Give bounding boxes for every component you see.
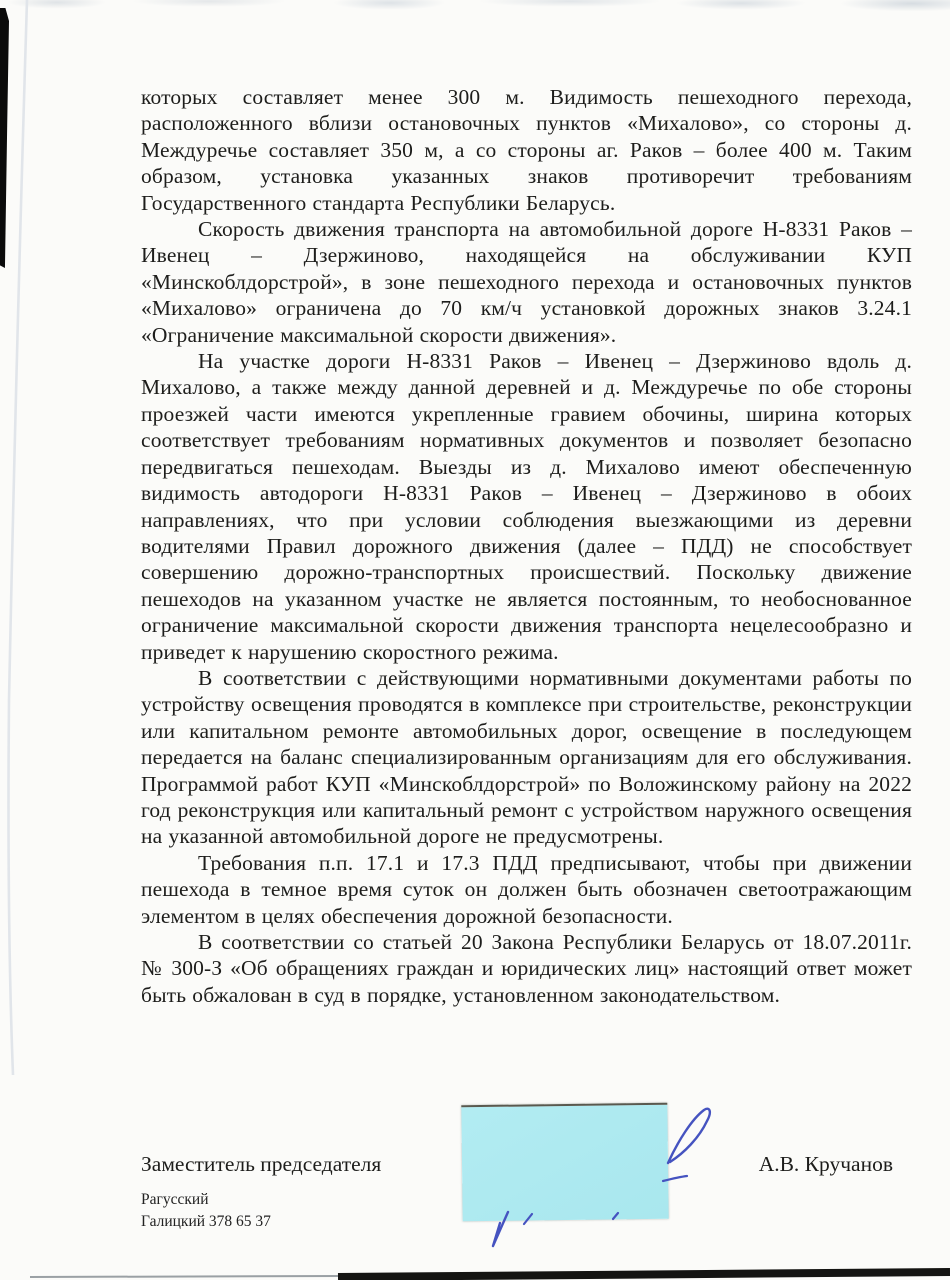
paragraph: Требования п.п. 17.1 и 17.3 ПДД предписывают, чтобы при движении пешехода в темное время суток он должен быть обозначен светоотражающим элементом в целях обеспечения дорожной безопасности. xyxy=(141,850,912,928)
paper-crease xyxy=(9,0,28,1075)
paragraph: Скорость движения транспорта на автомобильной дороге Н-8331 Раков – Ивенец – Дзержиново, находящейся на обслуживании КУП «Минскоблдорстрой», в зоне пешеходного перехода и остановочных пунктов «Михалово» ограничена до 70 км/ч установкой дорожных знаков 3.24.1 «Ограничение максимальной скорости движения». xyxy=(141,217,912,347)
signer-title: Заместитель председателя xyxy=(141,1152,382,1176)
document-body xyxy=(141,84,912,1008)
executor-line-1: Рагусский xyxy=(141,1191,209,1208)
paragraph: которых составляет менее 300 м. Видимость пешеходного перехода, расположенного вблизи остановочных пунктов «Михалово», со стороны д. Междуречье составляет 350 м, а со стороны аг. Раков – более 400 м. Таким образом, установка указанных знаков противоречит требованиям Государственного стандарта Республики Беларусь. xyxy=(141,85,912,215)
scan-left-edge-artifact xyxy=(0,8,9,268)
paragraphs-container xyxy=(141,84,912,1008)
scan-bottom-line-thick xyxy=(338,1272,950,1277)
paragraph: В соответствии с действующими нормативными документами работы по устройству освещения проводятся в комплексе при строительстве, реконструкции или капитальном ремонте автомобильных дорог, освещение в последующем передается на баланс специализированным организациям для его обслуживания. Программой работ КУП «Минскоблдорстрой» по Воложинскому району на 2022 год реконструкция или капитальный ремонт с устройством наружного освещения на указанной автомобильной дороге не предусмотрены. xyxy=(141,665,912,849)
executor-line-2: Галицкий 378 65 37 xyxy=(141,1213,271,1230)
sticky-note xyxy=(461,1103,668,1222)
executor-block xyxy=(141,1189,271,1233)
scan-bottom-line-thin xyxy=(30,1276,342,1277)
paragraph: На участке дороги Н-8331 Раков – Ивенец – Дзержиново вдоль д. Михалово, а также между данной деревней и д. Междуречье по обе стороны проезжей части имеются укрепленные гравием обочины, ширина которых соответствует требованиям нормативных документов и позволяет безопасно передвигаться пешеходам. Выезды из д. Михалово имеют обеспеченную видимость автодороги Н-8331 Раков – Ивенец – Дзержиново в обоих направлениях, что при условии соблюдения выезжающими из деревни водителями Правил дорожного движения (далее – ПДД) не способствует совершению дорожно-транспортных происшествий. Поскольку движение пешеходов на указанном участке не является постоянным, то необоснованное ограничение максимальной скорости движения транспорта нецелесообразно и приведет к нарушению скоростного режима. xyxy=(141,349,912,664)
paragraph: В соответствии со статьей 20 Закона Республики Беларусь от 18.07.2011г. № 300-З «Об обращениях граждан и юридических лиц» настоящий ответ может быть обжалован в суд в порядке, установленном законодательством. xyxy=(141,930,912,1007)
scan-top-edge-artifact xyxy=(0,0,950,16)
signer-name: А.В. Кручанов xyxy=(758,1152,893,1176)
